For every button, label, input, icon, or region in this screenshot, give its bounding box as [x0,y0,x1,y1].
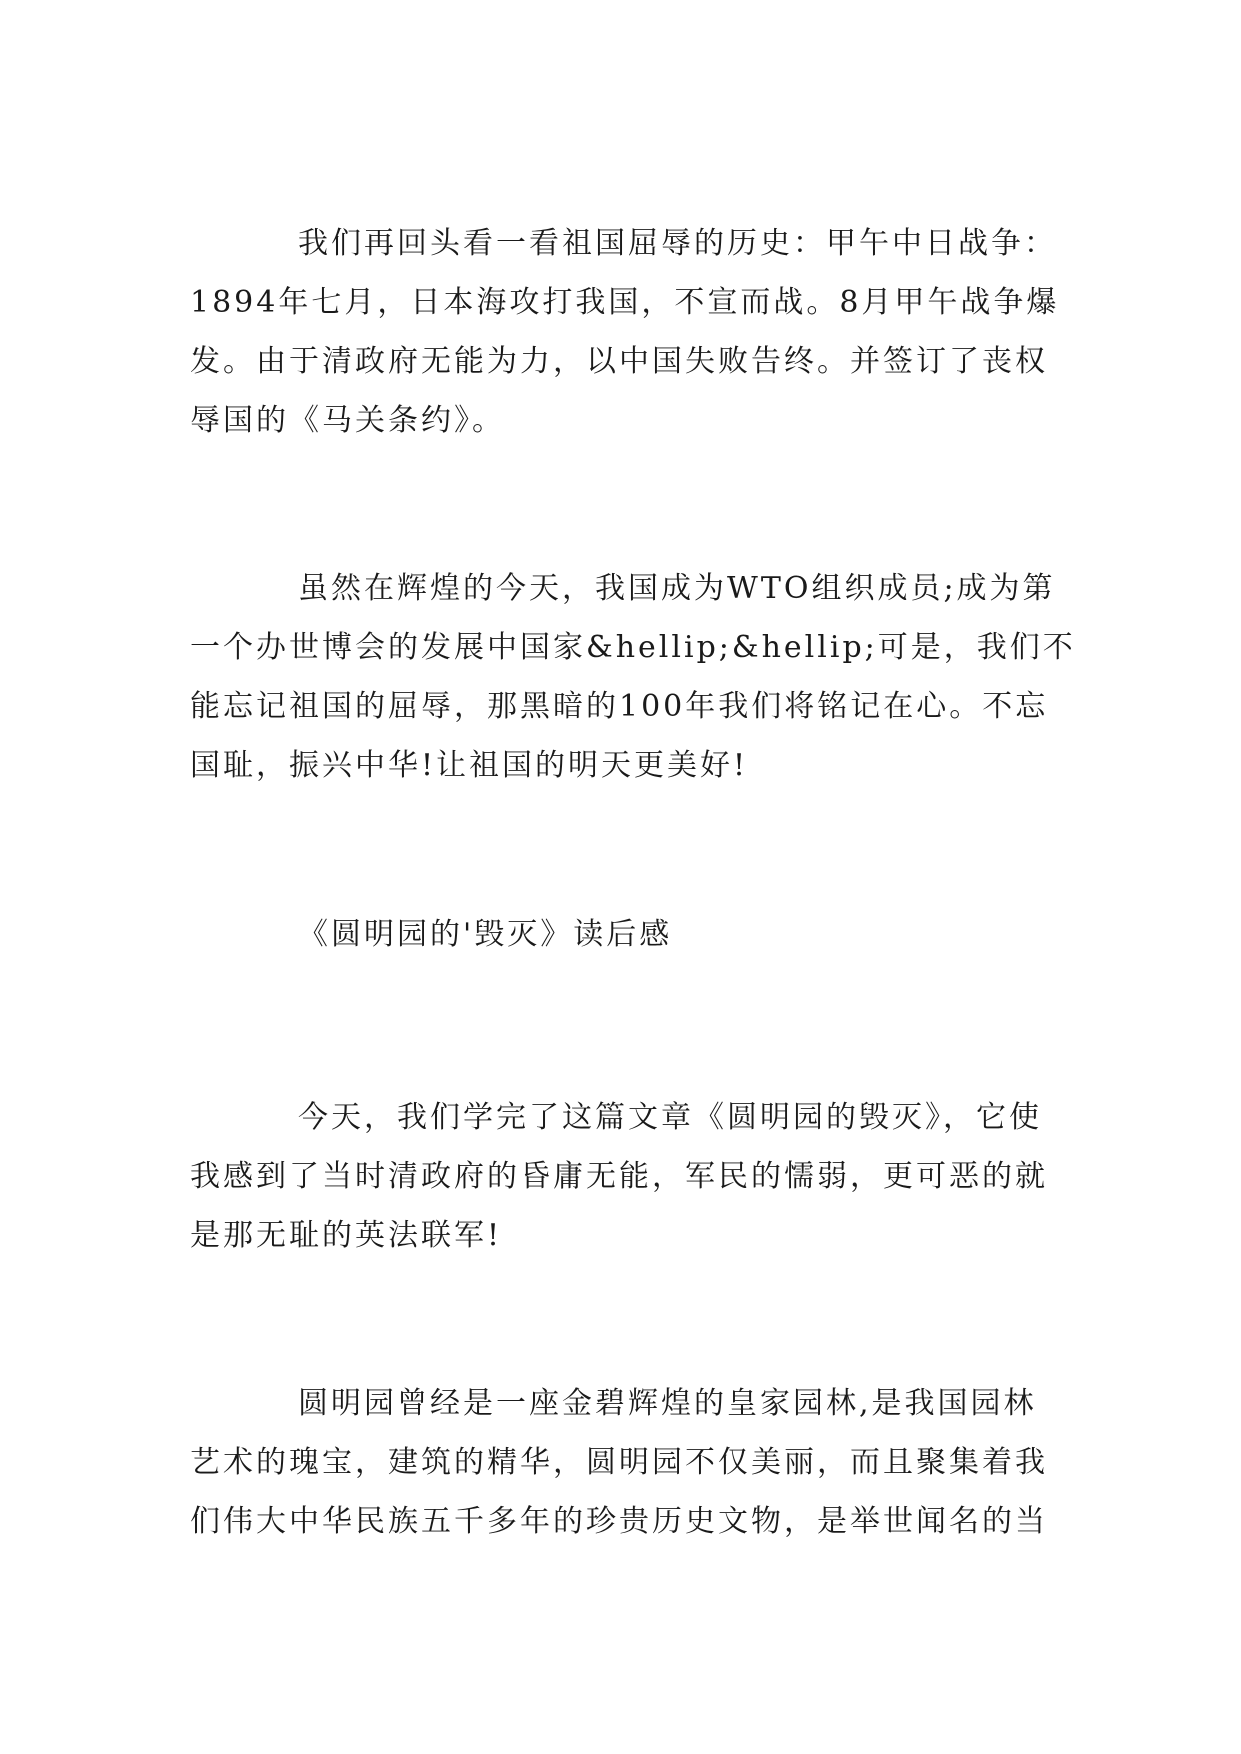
paragraph-line: 辱国的《马关条约》。 [190,403,505,438]
essay-paragraph-2 [190,1374,1052,1551]
paragraph-line: 能忘记祖国的屈辱，那黑暗的100年我们将铭记在心。不忘 [190,689,1049,724]
paragraph-line: 今天，我们学完了这篇文章《圆明园的毁灭》，它使 [298,1100,1042,1135]
paragraph-line: 我感到了当时清政府的昏庸无能，军民的懦弱，更可恶的就 [190,1159,1048,1194]
paragraph-today [190,559,1076,795]
essay-title [190,905,1052,964]
paragraph-line: 是那无耻的英法联军! [190,1218,503,1253]
paragraph-line: 发。由于清政府无能为力，以中国失败告终。并签订了丧权 [190,344,1048,379]
paragraph-line: 我们再回头看一看祖国屈辱的历史：甲午中日战争： [298,226,1057,261]
paragraph-line: 一个办世博会的发展中国家&hellip;&hellip;可是，我们不 [190,630,1076,665]
paragraph-line: 虽然在辉煌的今天，我国成为WTO组织成员;成为第 [298,571,1056,606]
paragraph-line: 们伟大中华民族五千多年的珍贵历史文物，是举世闻名的当 [190,1504,1048,1539]
paragraph-history [190,214,1060,450]
essay-title-text: 《圆明园的'毁灭》读后感 [298,917,673,952]
paragraph-line: 圆明园曾经是一座金碧辉煌的皇家园林,是我国园林 [298,1386,1037,1421]
essay-paragraph-1 [190,1088,1052,1265]
paragraph-line: 1894年七月，日本海攻打我国，不宣而战。8月甲午战争爆 [190,285,1060,320]
paragraph-line: 国耻，振兴中华!让祖国的明天更美好! [190,748,749,783]
paragraph-line: 艺术的瑰宝，建筑的精华，圆明园不仅美丽，而且聚集着我 [190,1445,1048,1480]
